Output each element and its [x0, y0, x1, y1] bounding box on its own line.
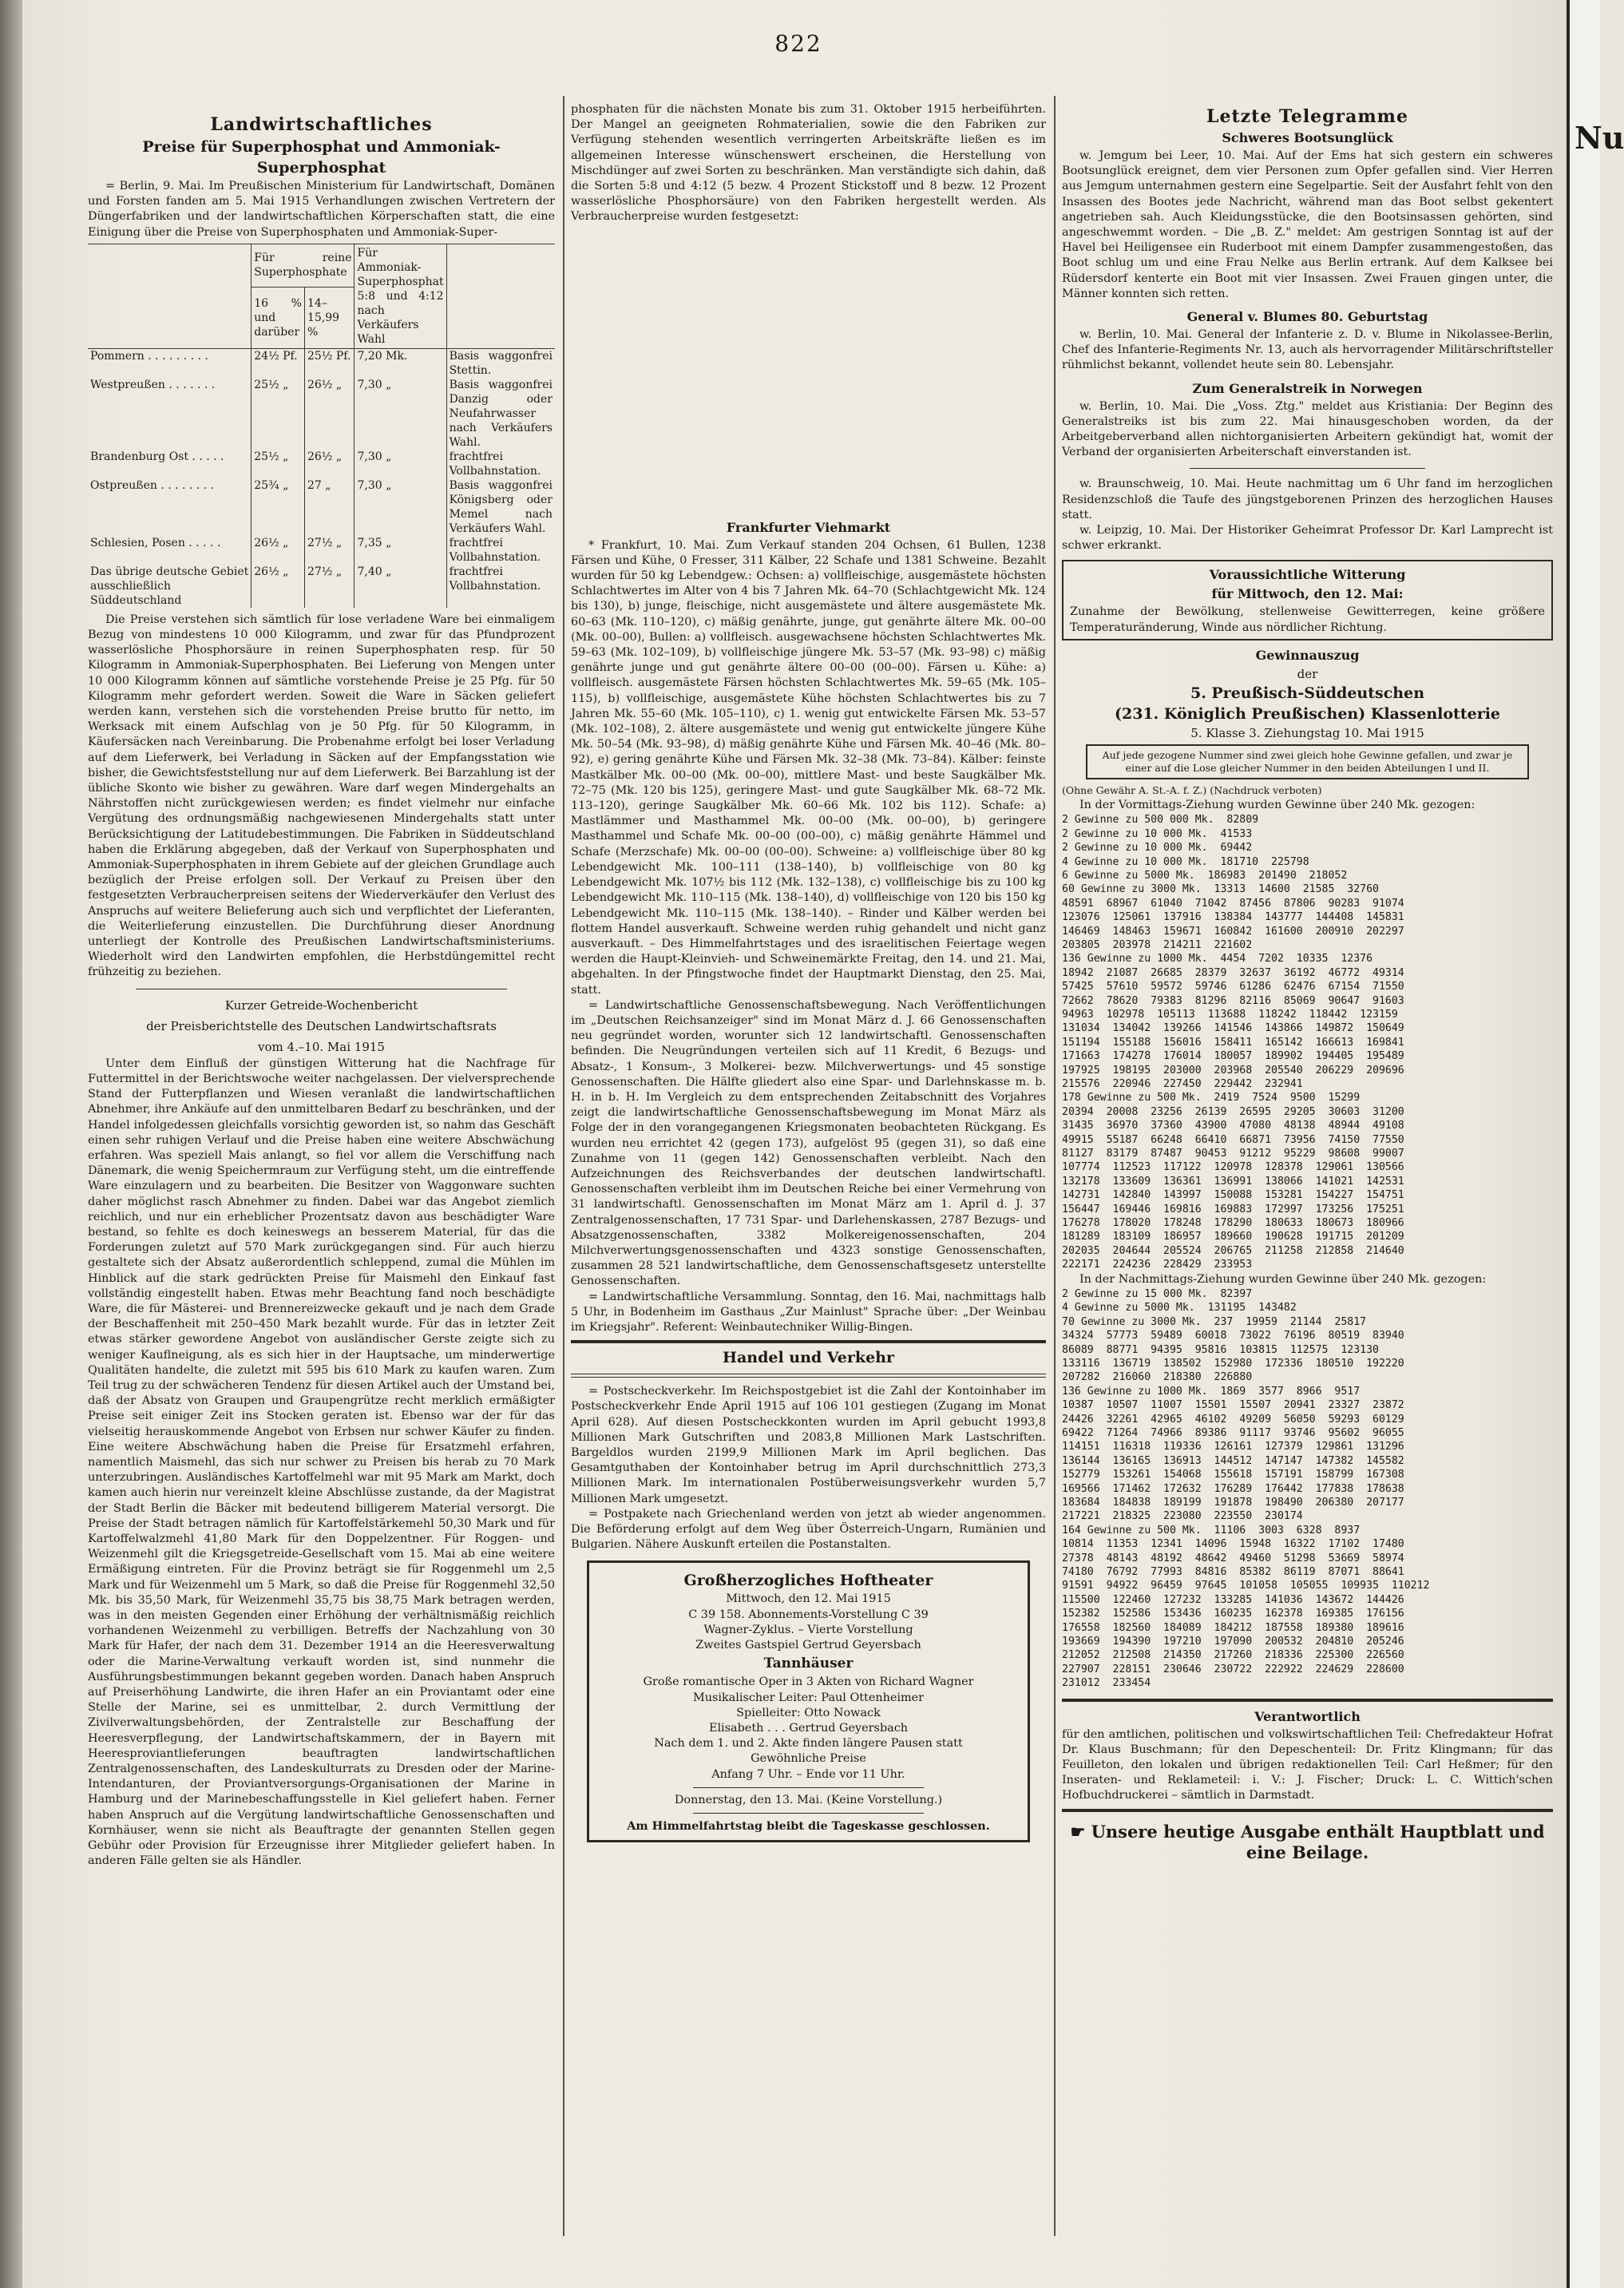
price14-cell: 26½ „ — [305, 378, 355, 450]
strike-report: w. Berlin, 10. Mai. Die „Voss. Ztg." meldet aus Kristiania: Der Beginn des Generalstreiks ist bis zum 22. Mai hinausgeschoben worden, da der Arbeitgeberverband allen nichtorganisierten Arbeitern gekündigt hat, womit der Verband der organisierten Arbeiterschaft einverstanden ist. — [1062, 399, 1553, 459]
note-cell: frachtfrei Vollbahnstation. — [446, 565, 555, 608]
report-subtitle: der Preisberichtstelle des Deutschen Landwirtschaftsrats — [146, 1018, 497, 1033]
region-cell: Brandenburg Ost . . . . . — [90, 450, 224, 463]
separator — [1190, 468, 1425, 469]
theater-line: Musikalischer Leiter: Paul Ottenheimer — [692, 1691, 925, 1704]
theater-line: Donnerstag, den 13. Mai. (Keine Vorstellung.) — [674, 1793, 943, 1806]
region-cell: Westpreußen . . . . . . . — [90, 378, 216, 391]
greece-notice: = Postpakete nach Griechenland werden von jetzt ab wieder angenommen. Die Beförderung erfolgt auf dem Weg über Österreich-Ungarn, Rumänien und Bulgarien. Nähere Auskunft erteilen die Postanstalten. — [571, 1507, 1046, 1552]
lottery-afternoon-numbers: 2 Gewinne zu 15 000 Mk. 82397 4 Gewinne zu 5000 Mk. 131195 143482 70 Gewinne zu 3000 Mk. 237 19959 21144 25817 34324 57773 59489 60018 73022 76196 80519 83940 86089 88771 94395 95816 103815 112575 123130 133116 136719 138502 152980 172336 180510 192220 207282 216060 218380 226880 136 Gewinne zu 1000 Mk. 1869 3577 8966 9517 10387 10507 11007 15501 15507 20941 23327 23872 24426 32261 42965 46102 49209 56050 59293 60129 69422 71264 74966 89386 91117 93746 95602 96055 114151 116318 119336 126161 127379 129861 131296 136144 136165 136913 144512 147147 147382 145582 152779 153261 154068 155618 157191 158799 167308 169566 171462 172632 176289 176442 177838 178638 183684 184838 189199 191878 198490 206380 207177 217221 218325 223080 223550 230174 164 Gewinne zu 500 Mk. 11106 3003 6328 8937 10814 11353 12341 14096 15948 16322 17102 17480 27378 48143 48192 48642 49460 51298 53669 58974 74180 76792 77993 84816 85382 86119 87071 88641 91591 94922 96459 97645 101058 105055 109935 110212 115500 122460 127232 133285 141036 143672 144426 152382 152586 153436 160235 162378 169385 176156 176558 182560 184089 184212 187558 189380 189616 193669 194390 197210 197090 200532 204810 205246 212052 212508 214350 217260 218336 225300 226560 227907 228151 230646 230722 222922 224629 228600 231012 233454 — [1062, 1287, 1430, 1690]
ammonia-cell: 7,30 „ — [355, 450, 446, 478]
ammonia-cell: 7,35 „ — [355, 536, 446, 565]
report-title: Kurzer Getreide-Wochenbericht — [224, 997, 418, 1013]
market-report: * Frankfurt, 10. Mai. Zum Verkauf standen 204 Ochsen, 61 Bullen, 1238 Färsen und Kühe, 0 Fresser, 311 Kälber, 22 Schafe und 1381 Schweine. Bezahlt wurden für 50 kg Lebendgew.: Ochsen: a) vollfleischige, ausgemästete höchsten Schlachtwertes im Alter von 4 bis 7 Jahren Mk. 64–70 (Schlachtgewicht Mk. 124 bis 130), b) junge, fleischige, nicht ausgemästete und ältere ausgemästete Mk. 60–63 (Mk. 110–120), c) mäßig genährte, junge, gut genährte ältere Mk. 00–00 (Mk. 00–00), Bullen: a) vollfleisch. ausgewachsene höchsten Schlachtwertes Mk. 59–63 (Mk. 102–109), b) vollfleischige jüngere Mk. 53–57 (Mk. 93–98) c) mäßig genährte junge und gut genährte ältere 00–00 (00–00). Färsen u. Kühe: a) vollfleisch. ausgemästete Färsen höchsten Schlachtwertes Mk. 59–65 (Mk. 105–115), b) vollfleischige, ausgemästete Kühe höchsten Schlachtwertes bis zu 7 Jahren Mk. 55–60 (Mk. 105–110), c) 1. wenig gut entwickelte Färsen Mk. 53–57 (Mk. 102–108), 2. ältere ausgemästete und wenig gut entwickelte jüngere Kühe Mk. 50–54 (Mk. 93–98), d) mäßig genährte Kühe und Färsen Mk. 40–46 (Mk. 80–92), e) gering genährte Kühe und Färsen Mk. 32–38 (Mk. 73–84). Kälber: feinste Mastkälber Mk. 00–00 (Mk. 00–00), mittlere Mast- und beste Saugkälber Mk. 72–75 (Mk. 120 bis 125), geringere Mast- und gute Saugkälber Mk. 68–72 Mk. 113–120), geringe Saugkälber Mk. 60–66 Mk. 102 bis 112). Schafe: a) Mastlämmer und Masthammel Mk. 00–00 (Mk. 00–00), b) geringere Masthammel und Schafe Mk. 00–00 (00–00), c) mäßig genährte Hämmel und Schafe (Merzschafe) Mk. 00–00 (00–00). Schweine: a) vollfleischige über 80 kg Lebendgewicht Mk. 100–111 (138–140), b) vollfleischige von 80 kg Lebendgewicht Mk. 107½ bis 112 (Mk. 132–138), c) vollfleischige bis zu 100 kg Lebendgewicht Mk. 110–115 (Mk. 138–140), d) vollfleischige von 120 bis 150 kg Lebendgewicht Mk. 110–115 (Mk. 138–140). – Rinder und Kälber werden bei flottem Handel ausverkauft. Schweine werden ruhig gehandelt und nicht ganz ausverkauft. – Des Himmelfahrtstages und des israelitischen Feiertage wegen werden die Haupt-Kleinvieh- und Schweinemärkte Freitag, den 14. und 21. Mai, abgehalten. In der Pfingstwoche findet der Hauptmarkt Dienstag, den 25. Mai, statt. — [571, 538, 1046, 997]
article-title-line2: Superphosphat — [256, 159, 386, 176]
table-header-16: 16 % und darüber — [252, 287, 305, 348]
boat-report: w. Jemgum bei Leer, 10. Mai. Auf der Ems hat sich gestern ein schweres Bootsunglück ereignet, dem vier Personen zum Opfer gefallen sind. Vier Herren aus Jemgum unternahmen gestern eine Segelpartie. Seit der Ausfahrt fehlt von den Insassen des Bootes jede Nachricht, während man das Boot selbst gekentert angetrieben sah. Auch Kleidungsstücke, die den Bootsinsassen gehörten, sind angeschwemmt worden. – Die „B. Z." meldet: Am gestrigen Sonntag ist auf der Havel bei Heiligensee ein Ruderboot mit einem Dampfer zusammengestoßen, das Boot schlug um und eine Frau Nelke aus Berlin ertrank. Auf dem Kalksee bei Rüdersdorf kenterte ein Boot mit vier Insassen. Zwei Frauen gingen unter, die Männer konnten sich retten. — [1062, 149, 1553, 300]
lottery-title: Gewinnauszug — [1255, 647, 1360, 663]
leipzig-report: w. Leipzig, 10. Mai. Der Historiker Geheimrat Professor Dr. Karl Lamprecht ist schwer erkrankt. — [1062, 524, 1553, 553]
theater-line: Spielleiter: Otto Nowack — [736, 1706, 881, 1719]
theater-date: Mittwoch, den 12. Mai 1915 — [726, 1592, 891, 1606]
page-number: 822 — [774, 30, 822, 57]
lottery-morning-numbers-1000: 136 Gewinne zu 1000 Mk. 4454 7202 10335 12376 18942 21087 26685 28379 32637 36192 46772 49314 57425 57610 59572 59746 61286 62476 67154 71550 72662 78620 79383 81296 82116 85069 90647 91603 94963 102978 105113 113688 118242 118442 123159 131034 134042 139266 141546 143866 149872 150649 151194 155188 156016 158411 165142 166613 169841 171663 174278 176014 180057 189902 194405 195489 197925 198195 203000 203968 205540 206229 209696 215576 220946 227450 229442 232941 — [1062, 953, 1404, 1090]
lottery-guarantee: (Ohne Gewähr A. St.-A. f. Z.) (Nachdruck verboten) — [1062, 783, 1322, 796]
price14-cell: 27½ „ — [305, 536, 355, 565]
ammonia-cell: 7,30 „ — [355, 378, 446, 450]
double-rule — [571, 1374, 1046, 1378]
right-page-fragment: Nu — [1574, 120, 1624, 156]
edition-note — [1062, 1822, 1553, 1863]
price14-cell: 25½ Pf. — [305, 348, 355, 378]
price16-cell: 24½ Pf. — [252, 348, 305, 378]
theater-notice: Am Himmelfahrtstag bleibt die Tageskasse geschlossen. — [627, 1819, 990, 1834]
price16-cell: 26½ „ — [252, 536, 305, 565]
lottery-morning-numbers: 2 Gewinne zu 500 000 Mk. 82809 2 Gewinne zu 10 000 Mk. 41533 2 Gewinne zu 10 000 Mk. 69442 4 Gewinne zu 10 000 Mk. 181710 225798 6 Gewinne zu 5000 Mk. 186983 201490 218052 60 Gewinne zu 3000 Mk. 13313 14600 21585 32760 48591 68967 61040 71042 87456 87806 90283 91074 123076 125061 137916 138384 143777 144408 145831 146469 148463 159671 160842 161600 200910 202297 203805 203978 214211 221602 — [1062, 814, 1404, 951]
article-continuation: phosphaten für die nächsten Monate bis zum 31. Oktober 1915 herbeiführten. Der Mangel an geeigneten Rohmaterialien, sowie die den Fabriken zur Verfügung stehenden wesentlich verringerten Arbeitskräfte ließen es im allgemeinen Interesse wünschenswert erscheinen, die Herstellung von Mischdünger auf zwei Sorten zu beschränken. Man verständigte sich dahin, daß die Sorten 5:8 und 4:12 (5 bezw. 4 Prozent Stickstoff und 8 bezw. 12 Prozent wasserlösliche Phosphorsäure) von den Fabriken hergestellt werden. Als Verbraucherpreise wurden festgesetzt: — [571, 103, 1046, 224]
theater-title: Großherzogliches Hoftheater — [683, 1572, 933, 1590]
theater-line: Anfang 7 Uhr. – Ende vor 11 Uhr. — [711, 1767, 905, 1781]
section-rule — [1062, 1699, 1553, 1702]
blume-title: General v. Blumes 80. Geburtstag — [1186, 309, 1428, 325]
column-rule — [1054, 96, 1056, 2236]
strike-title: Zum Generalstreik in Norwegen — [1192, 380, 1423, 396]
theater-line: C 39 158. Abonnements-Vorstellung C 39 — [688, 1608, 929, 1621]
ammonia-cell: 7,40 „ — [355, 565, 446, 608]
ammonia-cell: 7,20 Mk. — [355, 348, 446, 378]
section-rule — [1062, 1809, 1553, 1812]
region-cell: Schlesien, Posen . . . . . — [90, 536, 221, 549]
price16-cell: 25½ „ — [252, 450, 305, 478]
table-row — [88, 536, 555, 565]
theater-line: Große romantische Oper in 3 Akten von Richard Wagner — [643, 1675, 974, 1689]
theater-line: Nach dem 1. und 2. Akte finden längere Pausen statt — [654, 1737, 963, 1751]
responsible-title: Verantwortlich — [1254, 1708, 1361, 1724]
column-1 — [88, 110, 555, 2195]
lottery-morning-numbers-500: 178 Gewinne zu 500 Mk. 2419 7524 9500 15299 20394 20008 23256 26139 26595 29205 30603 31200 31435 36970 37360 43900 47080 48138 48944 49108 49915 55187 66248 66410 66871 73956 74150 77550 81127 83179 87487 90453 91212 95229 98608 99007 107774 112523 117122 120978 128378 129061 130566 132178 133609 136361 136991 138066 141021 142531 142731 142840 143997 150088 153281 154227 154751 156447 169446 169816 169883 172997 173256 175251 176278 178020 178248 178290 180633 180673 180966 181289 183109 186957 189660 190628 191715 201209 202035 204644 205524 206765 211258 212858 214640 222171 224236 228429 233953 — [1062, 1092, 1404, 1271]
separator — [693, 1813, 924, 1814]
right-page-edge — [1567, 0, 1624, 2288]
column-3 — [1062, 102, 1553, 2274]
region-cell: Das übrige deutsche Gebiet ausschließlich Süddeutschland — [90, 565, 249, 607]
postscheck-notice: = Postscheckverkehr. Im Reichspostgebiet ist die Zahl der Kontoinhaber im Postscheckverkehr Ende April 1915 auf 106 101 gestiegen (Zugang im Monat April 628). Auf diesen Postscheckkonten wurden im April gebucht 1993,8 Millionen Mark Gutschriften und 2083,8 Millionen Mark Lastschriften. Bargeldlos wurden 2199,9 Millionen Mark im April beglichen. Das Gesamtguthaben der Kontoinhaber betrug im April durchschnittlich 273,3 Millionen Mark. Im internationalen Postüberweisungsverkehr wurden 5,7 Millionen Mark umgesetzt. — [571, 1385, 1046, 1505]
lottery-notice-box: Auf jede gezogene Nummer sind zwei gleich hohe Gewinne gefallen, und zwar je einer auf die Lose gleicher Nummer in den beiden Abteilungen I und II. — [1086, 744, 1529, 779]
theater-line: Wagner-Zyklus. – Vierte Vorstellung — [703, 1623, 913, 1636]
table-continuation-space — [571, 225, 1046, 513]
assembly-notice: = Landwirtschaftliche Versammlung. Sonntag, den 16. Mai, nachmittags halb 5 Uhr, in Bodenheim im Gasthaus „Zur Mainlust" Sprache über: „Der Weinbau im Kriegsjahr". Referent: Weinbautechniker Willig-Bingen. — [571, 1290, 1046, 1334]
article-intro: = Berlin, 9. Mai. Im Preußischen Ministerium für Landwirtschaft, Domänen und Forsten fanden am 5. Mai 1915 Verhandlungen zwischen Vertretern der Düngerfabriken und der landwirtschaftlichen Körperschaften statt, die eine Einigung über die Preise von Superphosphaten und Ammoniak-Super- — [88, 180, 555, 239]
lottery-sub: der — [1297, 666, 1318, 681]
trade-section-title: Handel und Verkehr — [723, 1349, 894, 1367]
edition-note-text: Unsere heutige Ausgabe enthält Hauptblatt und eine Beilage. — [1091, 1821, 1545, 1862]
blume-report: w. Berlin, 10. Mai. General der Infanterie z. D. v. Blume in Nikolassee-Berlin, Chef des Infanterie-Regiments Nr. 13, auch als hervorragender Militärschriftsteller rühmlichst bekannt, vollendet heute sein 80. Lebensjahr. — [1062, 328, 1553, 372]
telegram-section-title: Letzte Telegramme — [1206, 106, 1408, 127]
table-row — [88, 565, 555, 608]
region-cell: Ostpreußen . . . . . . . . — [90, 478, 215, 492]
note-cell: Basis waggonfrei Danzig oder Neufahrwasser nach Verkäufers Wahl. — [446, 378, 555, 450]
left-page-edge — [0, 0, 22, 2288]
pointing-hand-icon: ☛ — [1070, 1821, 1091, 1842]
column-2 — [571, 102, 1046, 2274]
table-row — [88, 378, 555, 450]
separator — [693, 1787, 924, 1788]
price16-cell: 26½ „ — [252, 565, 305, 608]
column-rule — [563, 96, 564, 2236]
table-header-14: 14–15,99 % — [305, 287, 355, 348]
report-date: vom 4.–10. Mai 1915 — [258, 1039, 385, 1054]
lottery-morning-heading: In der Vormittags-Ziehung wurden Gewinne über 240 Mk. gezogen: — [1079, 799, 1475, 812]
market-title: Frankfurter Viehmarkt — [726, 519, 891, 535]
weather-box — [1062, 560, 1553, 640]
lottery-sub: (231. Königlich Preußischen) Klassenlotterie — [1114, 704, 1501, 723]
note-cell: frachtfrei Vollbahnstation. — [446, 536, 555, 565]
table-row — [88, 450, 555, 478]
lottery-sub: 5. Preußisch-Süddeutschen — [1190, 684, 1425, 702]
theater-piece: Tannhäuser — [763, 1656, 854, 1672]
theater-line: Gewöhnliche Preise — [751, 1752, 866, 1766]
table-row — [88, 478, 555, 536]
price-table — [88, 244, 555, 608]
price16-cell: 25¾ „ — [252, 478, 305, 536]
section-rule — [571, 1340, 1046, 1343]
table-row — [88, 348, 555, 378]
weather-subtitle: für Mittwoch, den 12. Mai: — [1211, 586, 1404, 602]
table-header-ammonia: Für Ammoniak-Superphosphat 5:8 und 4:12 nach Verkäufers Wahl — [355, 244, 446, 348]
lottery-sub: 5. Klasse 3. Ziehungstag 10. Mai 1915 — [1190, 725, 1424, 740]
lottery-afternoon-heading: In der Nachmittags-Ziehung wurden Gewinne über 240 Mk. gezogen: — [1079, 1272, 1487, 1286]
table-header-super: Für reine Superphosphate — [252, 244, 355, 287]
responsible-editors: für den amtlichen, politischen und volkswirtschaftlichen Teil: Chefredakteur Hofrat Dr. Klaus Buschmann; für den Depeschenteil: Dr. Fritz Klingmann; für das Feuilleton, den lokalen und übrigen redaktionellen Teil: Carl Heßmer; für den Inseraten- und Reklameteil: i. V.: J. Fischer; Druck: L. C. Wittich'schen Hofbuchdruckerei – sämtlich in Darmstadt. — [1062, 1727, 1553, 1802]
report-body: Unter dem Einfluß der günstigen Witterung hat die Nachfrage für Futtermittel in der Berichtswoche weiter nachgelassen. Der vielversprechende Stand der Futterpflanzen und Wiesen veranlaßt die landwirtschaftlichen Abnehmer, ihre Ankäufe auf den unmittelbaren Bedarf zu beschränken, und der Handel infolgedessen gleichfalls vorsichtig geworden ist, so nahm das Geschäft einen sehr ruhigen Verlauf und die Preise haben eine weitere Abschwächung erfahren. Was speziell Mais anlangt, so fiel vor allem die Verschiffung nach Dänemark, die wenig Speichermraum zur Verfügung steht, um die eintreffende Ware einzulagern und zu bearbeiten. Die Besitzer von Waggonware suchten daher möglichst rasch Abnehmer zu finden. Dabei war das Angebot ziemlich reichlich, und nur ein erheblicher Prozentsatz davon aus beschädigter Ware bestand, so fehlte es doch keineswegs an besserem Material, für das die Forderungen zuletzt auf 570 Mark zurückgegangen sind. Für auch hierzu gestaltete sich der Absatz außerordentlich schleppend, zumal die Mühlen im Hinblick auf die stark gedrückten Preise für Maismehl den Einkauf fast vollständig eingestellt haben. Etwas mehr Beachtung fand noch beschädigte Ware, die für Mästerei- und Brennereizwecke gekauft und je nach dem Grade der Beschaffenheit mit 250–450 Mark bezahlt wurde. Für das in letzter Zeit etwas stärker gewordene Angebot von ausländischer Gerste zeigte sich zu weniger Kauflneigung, als es sich hier in der Hauptsache, um minderwertige Qualitäten handelte, die zuletzt mit 595 bis 610 Mark zu kaufen waren. Zum Teil trug zu der schwächeren Tendenz für diesen Artikel auch der Umstand bei, daß der Absatz von Graupen und Graupengrütze recht merklich ermäßigter Preise seit einiger Zeit ins Stocken geraten ist. Ebenso war der für das vielseitig herauskommende Angebot von Erbsen nur schwer Käufer zu finden. Eine weitere Abschwächung haben die Preise für Ersatzmehl erfahren, namentlich Maismehl, das sich nur schwer zu Preisen bis herab zu 70 Mark unterzubringen. Ausländisches Kartoffelmehl war mit 95 Mark am Markt, doch kamen auch hierin nur vereinzelt kleine Abschlüsse zustande, da der Magistrat der Stadt Berlin die Bäcker mit bedeutend billigerem Material versorgt. Die Preise der Stadt betragen nämlich für Kartoffelstärkemehl 50,30 Mark und für Kartoffelwalzmehl 41,80 Mark für den Doppelzentner. Für Roggen- und Weizenmehl gilt die Kriegsgetreide-Gesellschaft vom 15. Mai ab eine weitere Ermäßigung eintreten. Für die Provinz beträgt sie für Roggenmehl um 2,5 Mark und für Weizenmehl um 5 Mark, so daß die Preise für Roggenmehl 32,50 Mk. bis 35,50 Mark, für Weizenmehl 35,75 bis 38,75 Mark betragen werden, was in den meisten Gegenden einer Erhöhung der verhältnismäßig reichlich vorhandenen Weizenmehl zu verbilligen. Betreffs der Nachzahlung von 30 Mark für Hafer, der nach dem 31. Dezember 1914 an die Heeresverwaltung oder die Marine-Verwaltung verkauft worden ist, sind nunmehr die Ausführungsbestimmungen bekannt gegeben worden. Danach haben Anspruch auf Preiserhöhung Landwirte, die ihren Hafer an ein Proviantamt oder eine Stelle der Marine, sei es unmittelbar, 2. durch Vermittlung der Zivilverwaltungsbehörden, der Zentralstelle zur Beschaffung der Heeresverpflegung, der Landwirtschaftskammern, der in Bayern mit Heeresproviantlieferungen beauftragten landwirtschaftlichen Zentralgenossenschaften, des Landeskulturrats zu Dresden oder der Marine-Intendanturen, der Proviantversorgungs-Organisationen der Marine in Hamburg und der Marinebeschaffungsstelle in Kiel geliefert haben. Ferner haben Anspruch auf die Vergütung landwirtschaftliche Genossenschaften und Kornhäuser, wenn sie nicht als Beauftragte der genannten Stellen gegen Gebühr oder Provision für Erzeugnisse ihrer Mitglieder geliefert haben. In anderen Fälle gelten sie als Händler. — [88, 1057, 555, 1868]
note-cell: frachtfrei Vollbahnstation. — [446, 450, 555, 478]
theater-announcement — [587, 1560, 1030, 1842]
price14-cell: 27½ „ — [305, 565, 355, 608]
coop-report: = Landwirtschaftliche Genossenschaftsbewegung. Nach Veröffentlichungen im „Deutschen Reichsanzeiger" sind im Monat März d. J. 66 Genossenschaften neu gegründet worden, worunter sich 12 landwirtschaftl. Genossenschaften befinden. Die Neugründungen verteilen sich auf 11 Kredit, 6 Bezugs- und Absatz-, 1 Konsum-, 3 Molkerei- bezw. Milchverwertungs- und 45 sonstige Genossenschaften. Die Hälfte gliedert also eine Spar- und Darlehnskasse m. b. H. in b. H. Im Vergleich zu dem entsprechenden Zeitabschnitt des Vorjahres zeigt die landwirtschaftliche Genossenschaftsbewegung im Monat März als Folge der in den vorangegangenen Kriegsmonaten beobachteten Rückgang. Es wurden neu errichtet 42 (gegen 173), aufgelöst 95 (gegen 31), so daß eine Zunahme von 11 (gegen 142) Genossenschaften verbleibt. Nach den Aufzeichnungen des Reichsverbandes der deutschen landwirtschaftl. Genossenschaften verbleibt ihm im Deutschen Reiche bei einer Vermehrung von 31 landwirtschaftl. Genossenschaften im Monat März am 1. April d. J. 37 Zentralgenossenschaften, 17 731 Spar- und Darlehenskassen, 2787 Bezugs- und Absatzgenossenschaften, 3382 Molkereigenossenschaften, 204 Milchverwertungsgenossenschaften und 4323 sonstige Genossenschaften, zusammen 28 521 landwirtschaftliche, dem Genossenschaftsgesetz unterstellte Genossenschaften. — [571, 998, 1046, 1288]
table-header-note — [446, 244, 555, 348]
boat-title: Schweres Bootsunglück — [1222, 130, 1393, 145]
weather-title: Voraussichtliche Witterung — [1209, 567, 1406, 583]
article-title: Preise für Superphosphat und Ammoniak- — [142, 138, 501, 156]
theater-line: Zweites Gastspiel Gertrud Geyersbach — [695, 1639, 921, 1652]
table-header-region — [88, 244, 252, 348]
section-heading: Landwirtschaftliches — [210, 114, 433, 135]
note-cell: Basis waggonfrei Königsberg oder Memel nach Verkäufers Wahl. — [446, 478, 555, 536]
article-body: Die Preise verstehen sich sämtlich für lose verladene Ware bei einmaligem Bezug von mindestens 10 000 Kilogramm, und zwar für das Pfundprozent wasserlösliche Phosphorsäure in reinen Superphosphaten resp. für 50 Kilogramm in Ammoniak-Superphosphaten. Bei Lieferung von Mengen unter 10 000 Kilogramm können auf sämtliche vorstehende Preise je 25 Pfg. für 50 Kilogramm mehr gefordert werden. Soweit die Ware in Säcken geliefert werden kann, verstehen sich die vorstehenden Preise brutto für netto, im Werksack mit einem Aufschlag von je 50 Pfg. für 50 Kilogramm, in Käufersäcken nach Vereinbarung. Die Probenahme erfolgt bei loser Verladung auf dem Lieferwerk, bei Verladung in Säcken auf der Empfangsstation wie bisher, die Gewichtsfeststellung nur auf dem Lieferwerk. Bei Barzahlung ist der übliche Skonto wie bisher zu gewähren. Ware darf wegen Mindergehalts an Nährstoffen nicht zurückgewiesen werden; es findet vielmehr nur einfache Vergütung des ordnungsmäßig nachgewiesenen Mindergehalts statt unter Berücksichtigung der Latitudebestimmungen. Die Fabriken in Süddeutschland haben die Erklärung abgegeben, daß der Verkauf von Superphosphaten und Ammoniak-Superphosphaten in ihrem Gebiete auf der gleichen Grundlage auch bezüglich der Preise erfolgen soll. Der Verkauf zu Preisen über den festgesetzten Verbraucherpreisen seitens der Wiederverkäufer den Verlust des Anspruchs auf weitere Belieferung auch sich und verpflichtet der Lieferanten, die Weiterlieferung einzustellen. Die Durchführung dieser Anordnung unterliegt der Kontrolle des Preußischen Landwirtschaftsministeriums. Wiederholt wird den Landwirten empfohlen, die Herbstdüngemittel recht frühzeitig zu beziehen. — [88, 613, 555, 979]
price14-cell: 27 „ — [305, 478, 355, 536]
weather-forecast: Zunahme der Bewölkung, stellenweise Gewitterregen, keine größere Temperaturänderung, Winde aus nördlicher Richtung. — [1070, 605, 1545, 634]
price14-cell: 26½ „ — [305, 450, 355, 478]
price16-cell: 25½ „ — [252, 378, 305, 450]
note-cell: Basis waggonfrei Stettin. — [446, 348, 555, 378]
theater-line: Elisabeth . . . Gertrud Geyersbach — [708, 1722, 909, 1735]
braunschweig-report: w. Braunschweig, 10. Mai. Heute nachmittag um 6 Uhr fand im herzoglichen Residenzschloß die Taufe des jüngstgeborenen Prinzen des herzoglichen Hauses statt. — [1062, 478, 1553, 521]
ammonia-cell: 7,30 „ — [355, 478, 446, 536]
region-cell: Pommern . . . . . . . . . — [90, 349, 208, 363]
